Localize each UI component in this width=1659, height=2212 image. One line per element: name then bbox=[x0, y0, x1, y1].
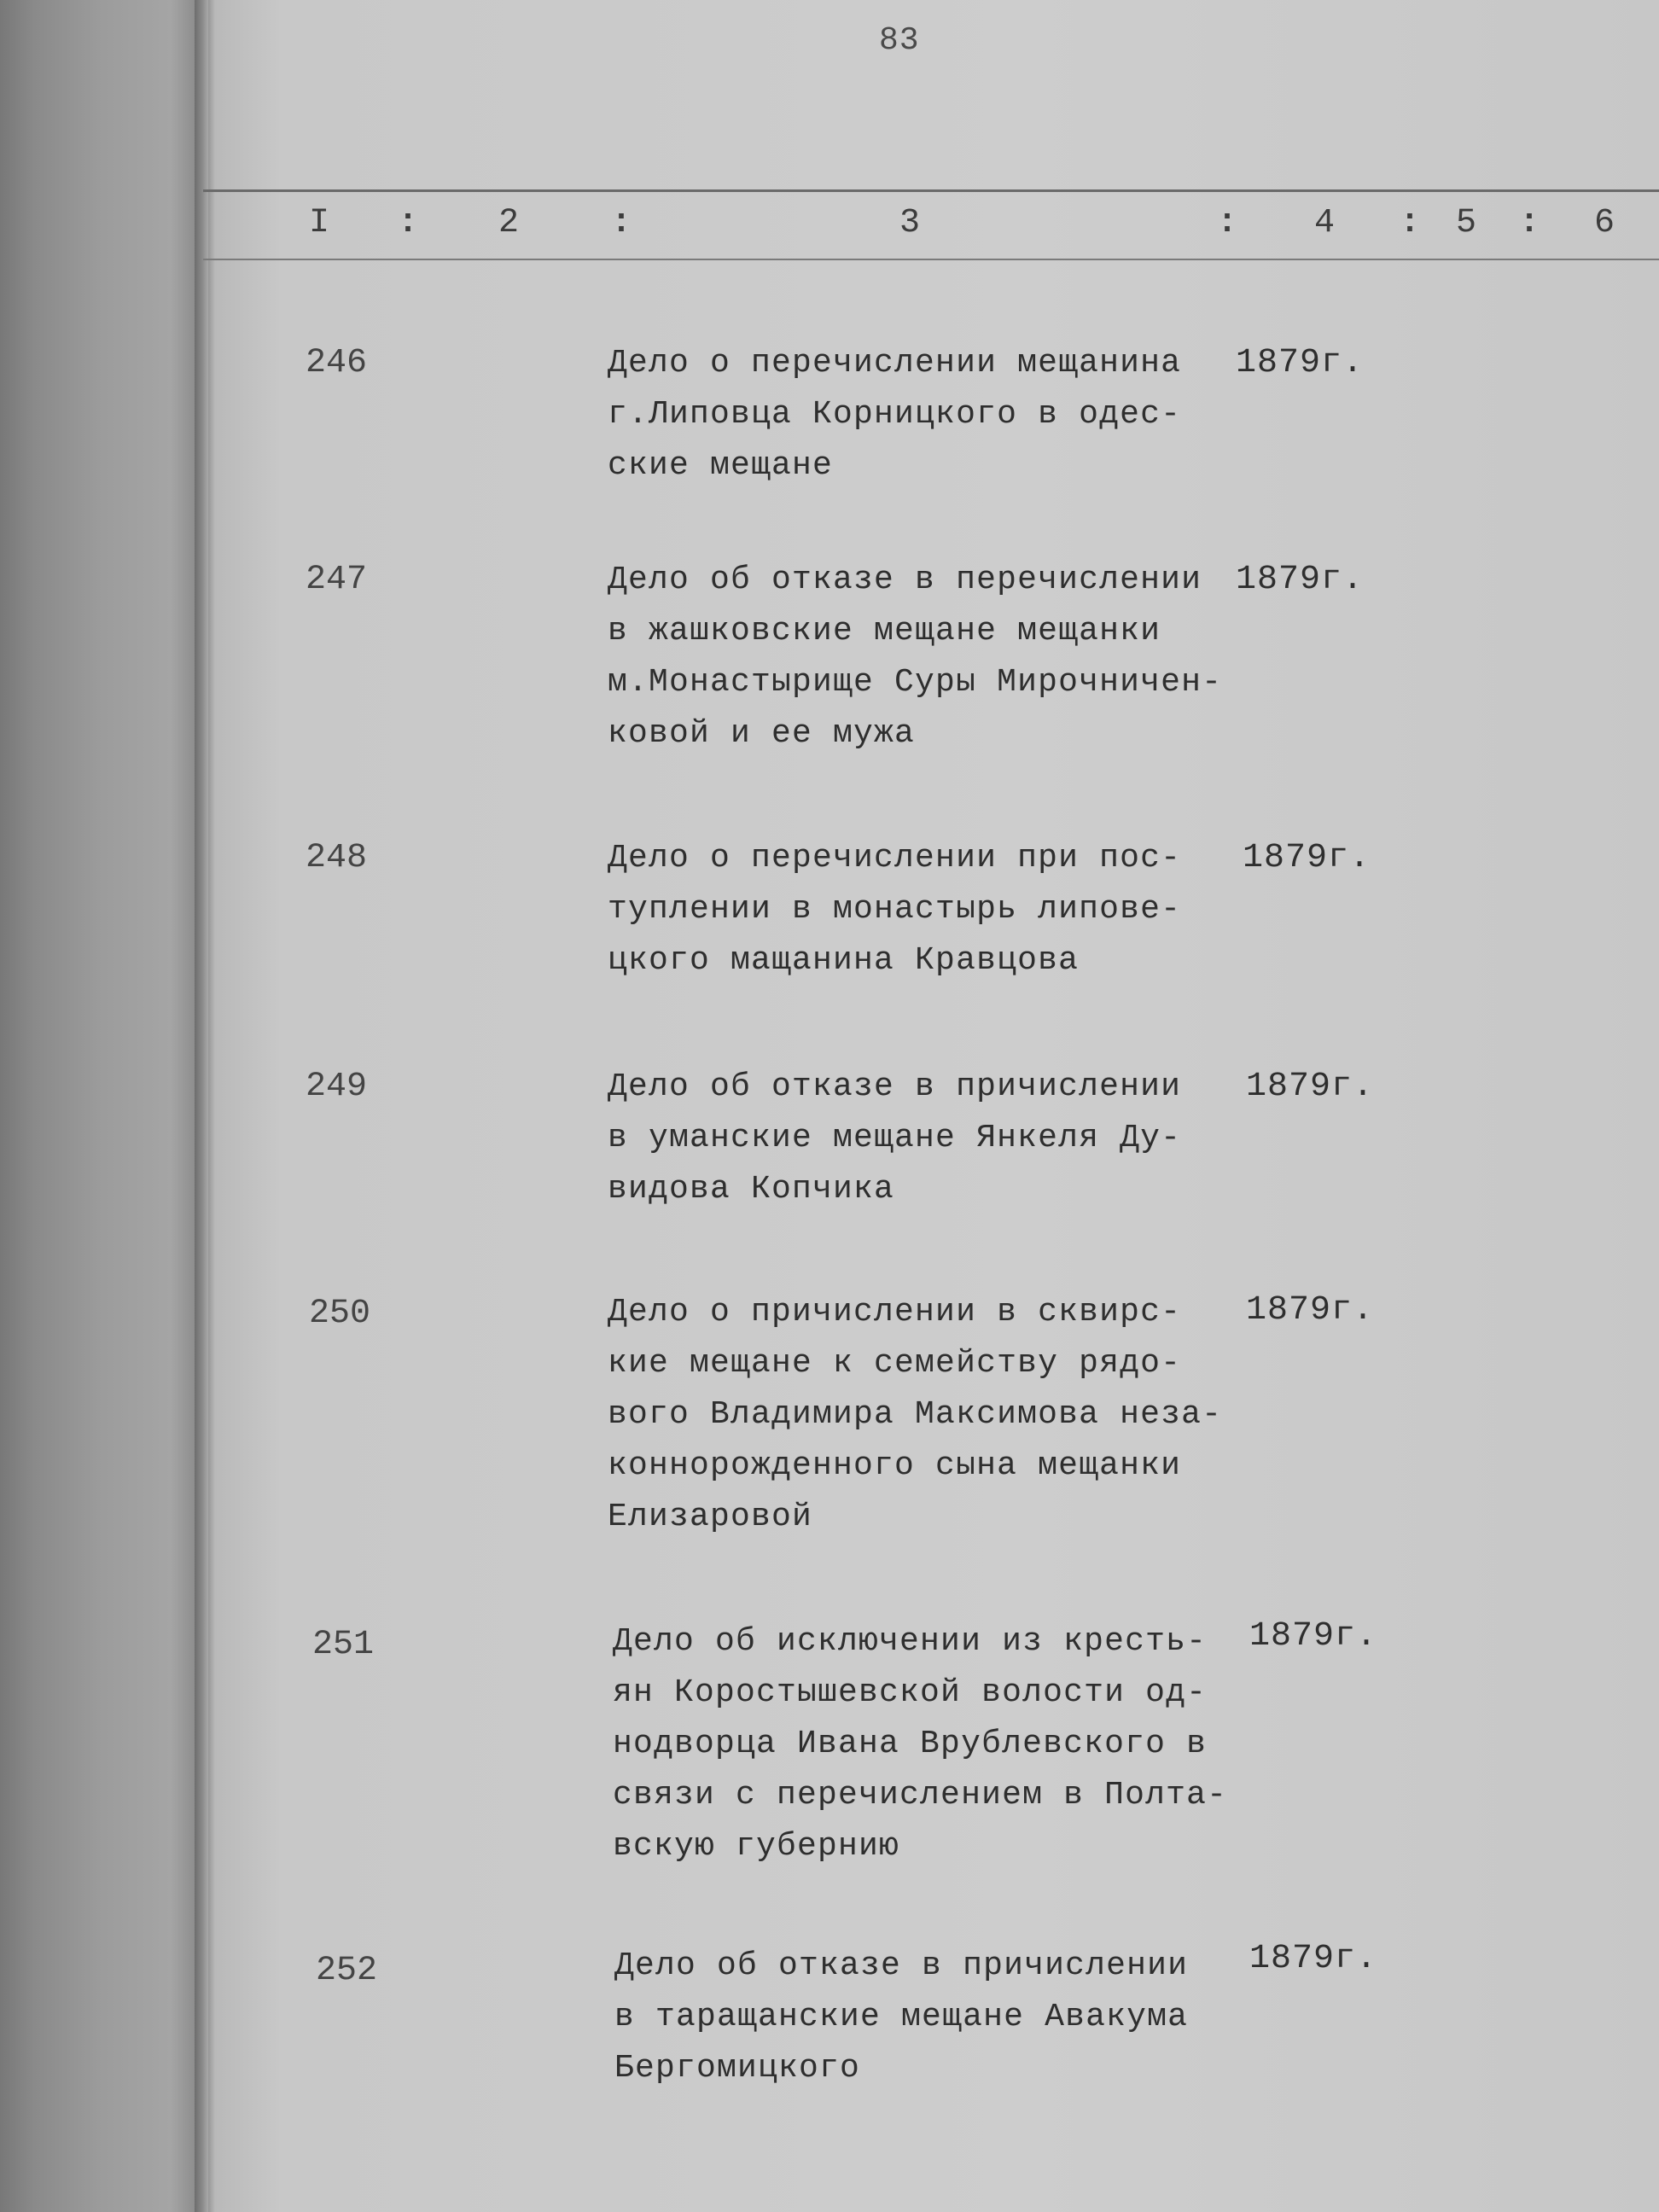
entry-line: Елизаровой bbox=[608, 1499, 813, 1535]
header-top-rule bbox=[203, 189, 1659, 192]
column-header-6: 6 bbox=[1594, 204, 1615, 242]
entry-line: коннорожденного сына мещанки bbox=[608, 1447, 1182, 1484]
entry-number: 247 bbox=[306, 561, 368, 599]
entry-line: цкого мащанина Кравцова bbox=[608, 942, 1080, 979]
entry-year: 1879г. bbox=[1246, 1291, 1375, 1330]
entry-line: м.Монастырище Суры Мирочничен- bbox=[608, 664, 1223, 701]
entry-number: 248 bbox=[306, 839, 368, 877]
entry-line: в уманские мещане Янкеля Ду- bbox=[608, 1120, 1182, 1156]
entry-description bbox=[608, 555, 1256, 760]
entry-line: вого Владимира Максимова неза- bbox=[608, 1396, 1223, 1433]
entry-line: Дело об отказе в причислении bbox=[608, 1068, 1182, 1105]
entry-line: Дело о перечислении при пос- bbox=[608, 840, 1182, 876]
entry-line: Дело об исключении из кресть- bbox=[613, 1623, 1208, 1660]
entry-line: Дело об отказе в причислении bbox=[614, 1947, 1189, 1984]
entry-line: Бергомицкого bbox=[614, 2050, 861, 2087]
entry-number: 251 bbox=[312, 1626, 375, 1664]
entry-year: 1879г. bbox=[1249, 1617, 1378, 1656]
entry-year: 1879г. bbox=[1246, 1068, 1375, 1106]
entry-line: ские мещане bbox=[608, 447, 834, 484]
column-separator: : bbox=[1217, 204, 1238, 242]
entry-number: 249 bbox=[306, 1068, 368, 1106]
entry-line: ян Коростышевской волости од- bbox=[613, 1674, 1208, 1711]
page-binding-edge bbox=[195, 0, 208, 2212]
entry-number: 250 bbox=[309, 1295, 371, 1333]
entry-line: г.Липовца Корницкого в одес- bbox=[608, 396, 1182, 433]
entry-line: нодворца Ивана Врублевского в bbox=[613, 1726, 1208, 1762]
entry-description bbox=[613, 1616, 1261, 1872]
column-header-1: I bbox=[309, 204, 330, 242]
entry-line: в таращанские мещане Авакума bbox=[614, 1999, 1189, 2035]
entry-year: 1879г. bbox=[1249, 1940, 1378, 1978]
entry-description bbox=[614, 1941, 1263, 2094]
entry-year: 1879г. bbox=[1243, 839, 1371, 877]
entry-description bbox=[608, 338, 1256, 492]
entry-description bbox=[608, 833, 1256, 987]
column-header-5: 5 bbox=[1456, 204, 1477, 242]
entry-line: видова Копчика bbox=[608, 1171, 895, 1208]
entry-line: кие мещане к семейству рядо- bbox=[608, 1345, 1182, 1382]
entry-line: Дело об отказе в перечислении bbox=[608, 562, 1202, 598]
entry-description bbox=[608, 1062, 1256, 1215]
entry-year: 1879г. bbox=[1236, 561, 1365, 599]
entry-line: туплении в монастырь липове- bbox=[608, 891, 1182, 928]
column-header-2: 2 bbox=[498, 204, 520, 242]
header-bottom-rule bbox=[203, 259, 1659, 260]
entry-line: связи с перечислением в Полта- bbox=[613, 1777, 1228, 1813]
entry-number: 252 bbox=[316, 1952, 378, 1990]
column-separator: : bbox=[1400, 204, 1421, 242]
column-separator: : bbox=[611, 204, 632, 242]
entry-line: Дело о перечислении мещанина bbox=[608, 345, 1182, 381]
column-separator: : bbox=[1519, 204, 1540, 242]
entry-line: вскую губернию bbox=[613, 1828, 900, 1865]
column-header-4: 4 bbox=[1314, 204, 1336, 242]
entry-description bbox=[608, 1287, 1256, 1543]
entry-line: в жашковские мещане мещанки bbox=[608, 613, 1161, 649]
entry-line: Дело о причислении в сквирс- bbox=[608, 1294, 1182, 1330]
entry-number: 246 bbox=[306, 344, 368, 382]
page-number: 83 bbox=[879, 22, 920, 59]
column-header-3: 3 bbox=[899, 204, 921, 242]
entry-line: ковой и ее мужа bbox=[608, 715, 916, 752]
column-separator: : bbox=[398, 204, 419, 242]
entry-year: 1879г. bbox=[1236, 344, 1365, 382]
